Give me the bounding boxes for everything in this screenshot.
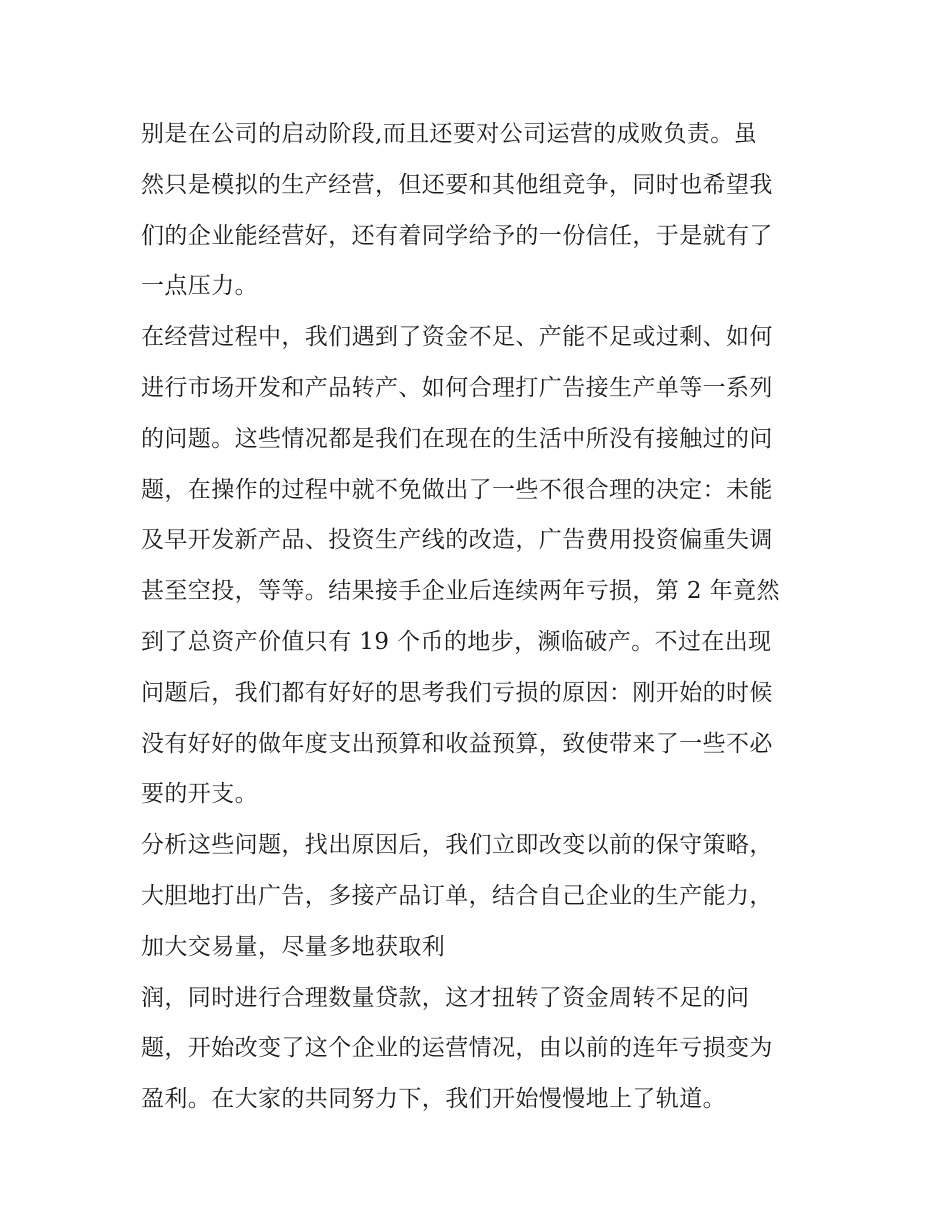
text-line: 别是在公司的启动阶段,而且还要对公司运营的成败负责。虽 [141,121,758,147]
text-line: 没有好好的做年度支出预算和收益预算，致使带来了一些不必 [141,730,773,757]
text-line: 加大交易量，尽量多地获取利 [141,933,446,960]
text-line: 们的企业能经营好，还有着同学给予的一份信任，于是就有了 [141,222,773,249]
text-line: 要的开支。 [141,781,258,808]
text-line: 到了总资产价值只有 19 个币的地步，濒临破产。不过在出现 [141,628,772,655]
text-line: 一点压力。 [141,273,258,300]
text-line: 甚至空投，等等。结果接手企业后连续两年亏损，第 2 年竟然 [141,578,780,605]
text-line: 在经营过程中，我们遇到了资金不足、产能不足或过剩、如何 [141,324,773,351]
text-line: 润，同时进行合理数量贷款，这才扭转了资金周转不足的问 [141,984,750,1011]
text-line: 的问题。这些情况都是我们在现在的生活中所没有接触过的问 [141,425,773,452]
text-line: 然只是模拟的生产经营，但还要和其他组竞争，同时也希望我 [141,171,773,198]
text-line: 进行市场开发和产品转产、如何合理打广告接生产单等一系列 [141,374,773,401]
text-line: 大胆地打出广告，多接产品订单，结合自己企业的生产能力， [141,882,773,909]
text-line: 分析这些问题，找出原因后，我们立即改变以前的保守策略， [141,832,773,859]
text-line: 题，开始改变了这个企业的运营情况，由以前的连年亏损变为 [141,1035,773,1062]
body-text [141,109,821,1125]
text-line: 题，在操作的过程中就不免做出了一些不很合理的决定：未能 [141,476,773,503]
text-line: 问题后，我们都有好好的思考我们亏损的原因：刚开始的时候 [141,679,773,706]
text-line: 及早开发新产品、投资生产线的改造，广告费用投资偏重失调 [141,527,773,554]
text-line: 盈利。在大家的共同努力下，我们开始慢慢地上了轨道。 [141,1086,726,1113]
